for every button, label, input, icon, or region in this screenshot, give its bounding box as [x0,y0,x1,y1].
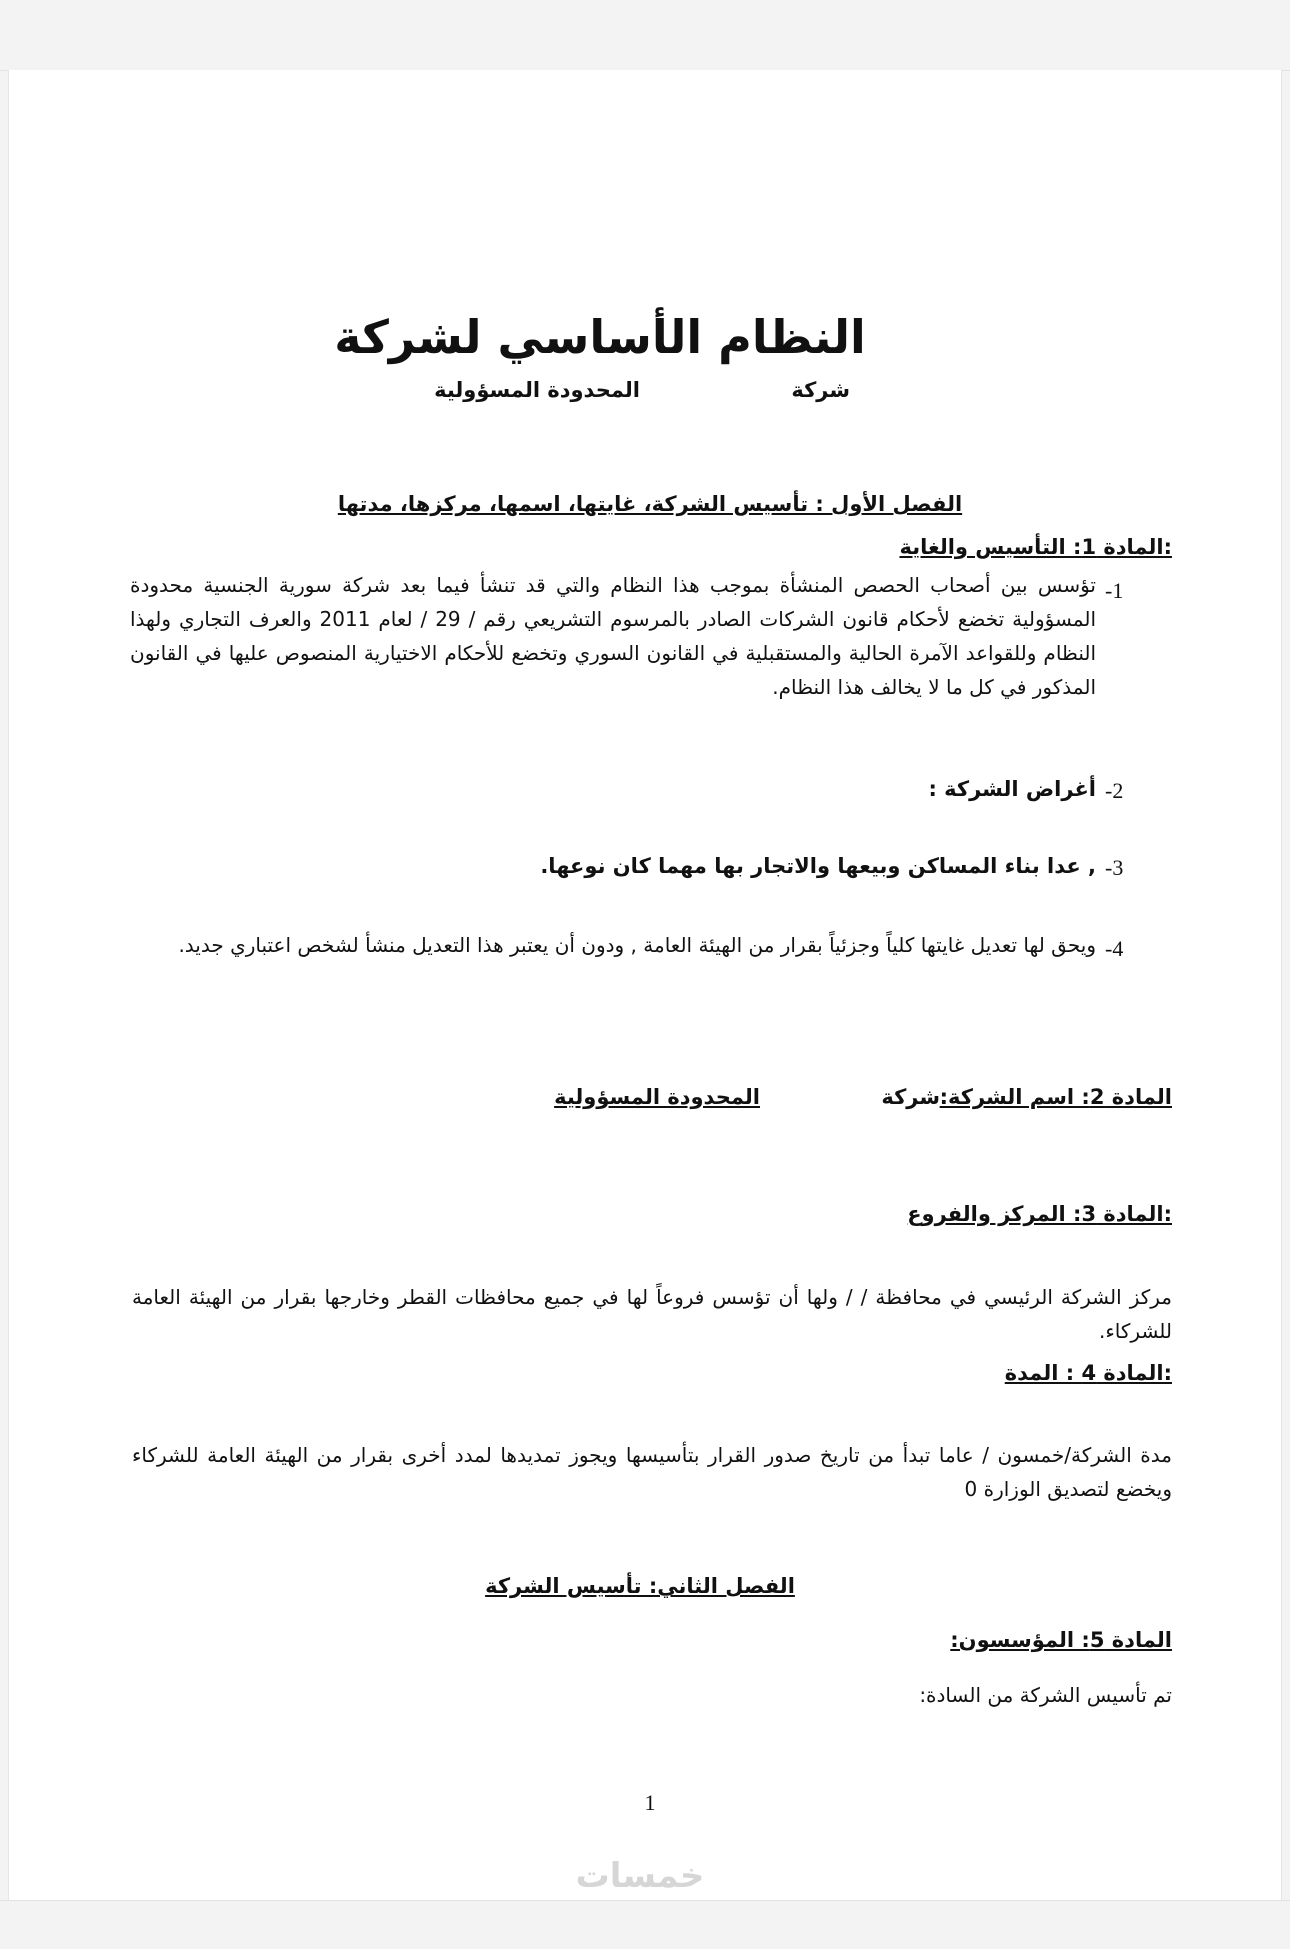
article-5-text: تم تأسيس الشركة من السادة: [919,1683,1172,1707]
document-title: النظام الأساسي لشركة [334,310,866,364]
page-number: 1 [644,1790,656,1815]
article-1-heading: :المادة 1: التأسيس والغاية [899,535,1172,559]
chapter-2-heading: الفصل الثاني: تأسيس الشركة [485,1574,795,1598]
article-2-company: شركة [881,1085,940,1109]
viewer-bottom-bar [0,1900,1290,1949]
item-2-text: أغراض الشركة : [928,777,1096,801]
item-2-number: -2 [1105,778,1124,803]
item-4-number: -4 [1105,936,1124,961]
item-1-number: -1 [1105,578,1124,603]
item-3-number: -3 [1105,855,1124,880]
item-3-text: , عدا بناء المساكن وبيعها والاتجار بها مهما كان نوعها. [540,854,1096,878]
subtitle-company-type: المحدودة المسؤولية [434,378,640,402]
article-5-heading: المادة 5: المؤسسون: [950,1628,1172,1652]
article-4-heading: :المادة 4 : المدة [1004,1361,1172,1385]
article-3-text: مركز الشركة الرئيسي في محافظة / / ولها أن تؤسس فروعاً لها في جميع محافظات القطر وخارجها بقرار من الهيئة العامة للشركاء. [132,1285,1172,1343]
article-2-label: المادة 2: اسم الشركة: [939,1085,1172,1109]
chapter-1-heading: الفصل الأول : تأسيس الشركة، غايتها، اسمها، مركزها، مدتها [337,492,963,516]
article-2-company-type: المحدودة المسؤولية [554,1085,760,1109]
viewer-top-bar [0,0,1290,71]
subtitle-company: شركة [791,378,850,402]
item-1-text: تؤسس بين أصحاب الحصص المنشأة بموجب هذا النظام والتي قد تنشأ فيما بعد شركة سورية الجنسية محدودة المسؤولية تخضع لأحكام قانون الشركات الصادر بالمرسوم التشريعي رقم / 29 / لعام 2011 والعرف التجاري ولهذا النظام وللقواعد الآمرة الحالية والمستقبلية في القانون السوري وتخضع للأحكام الاختيارية المنصوص عليها في القانون المذكور في كل ما لا يخالف هذا النظام. [130,573,1096,699]
article-3-heading: :المادة 3: المركز والفروع [907,1202,1172,1226]
watermark-logo: خمسات [575,1856,705,1896]
item-4-text: ويحق لها تعديل غايتها كلياً وجزئياً بقرار من الهيئة العامة , ودون أن يعتبر هذا التعديل منشأ لشخص اعتباري جديد. [178,933,1096,957]
article-4-text: مدة الشركة/خمسون / عاما تبدأ من تاريخ صدور القرار بتأسيسها ويجوز تمديدها لمدد أخرى بقرار من الهيئة العامة للشركاء ويخضع لتصديق الوزارة 0 [132,1443,1172,1501]
